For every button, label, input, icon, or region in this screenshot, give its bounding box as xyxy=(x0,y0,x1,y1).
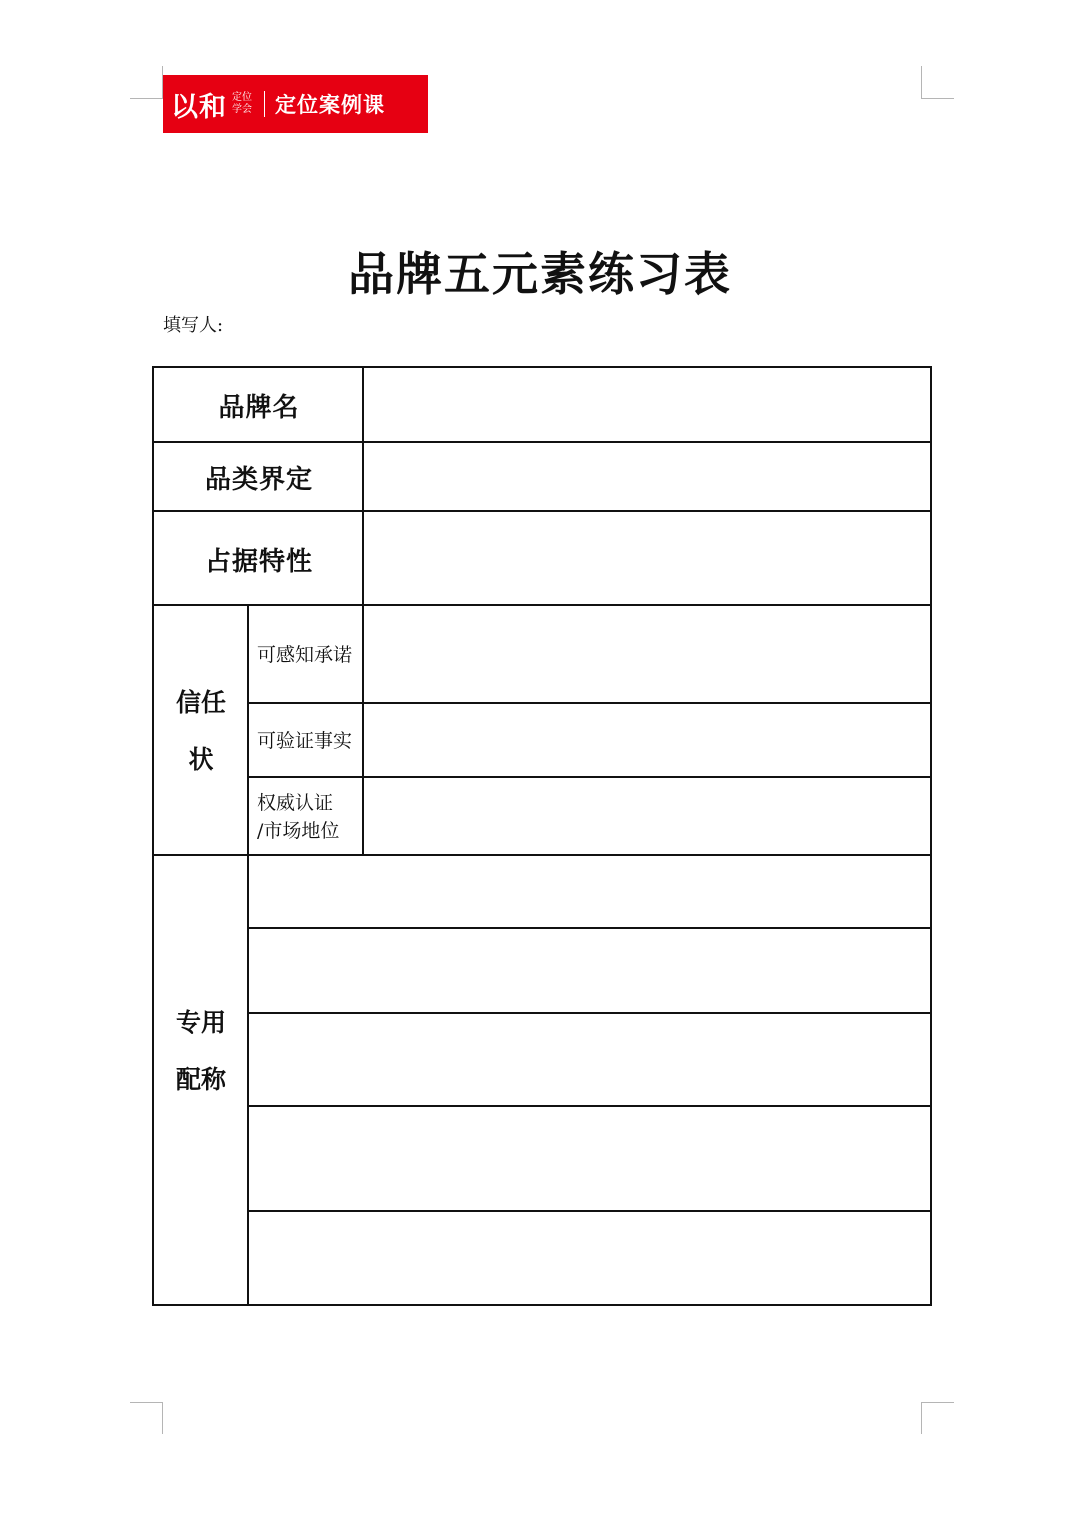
attribute-field[interactable] xyxy=(364,512,930,606)
logo-course-name: 定位案例课 xyxy=(275,93,385,117)
trust-label-line1: 信任 xyxy=(175,688,226,717)
logo-mark: 以和 xyxy=(171,91,227,123)
trust-item-verifiable-fact: 可验证事实 xyxy=(257,730,353,752)
page-title: 品牌五元素练习表 xyxy=(348,247,732,301)
grid-line xyxy=(247,1210,930,1212)
logo-subtitle xyxy=(232,92,252,116)
brand-name-label: 品牌名 xyxy=(218,392,300,423)
perceivable-promise-field[interactable] xyxy=(364,606,930,704)
brand-name-field[interactable] xyxy=(364,368,930,442)
crop-mark-top-right-v xyxy=(921,66,922,99)
category-field[interactable] xyxy=(364,442,930,512)
exclusive-match-field-1[interactable] xyxy=(248,856,930,929)
grid-line xyxy=(154,441,930,443)
crop-mark-bottom-left-v xyxy=(162,1402,163,1434)
crop-mark-top-right-h xyxy=(921,98,954,99)
grid-line xyxy=(154,510,930,512)
crop-mark-bottom-left-h xyxy=(130,1402,163,1403)
crop-mark-bottom-right-h xyxy=(921,1402,954,1403)
filler-label: 填写人: xyxy=(163,315,224,336)
exclusive-match-field-2[interactable] xyxy=(248,929,930,1014)
grid-line xyxy=(247,927,930,929)
grid-line xyxy=(247,1012,930,1014)
trust-label-line2: 状 xyxy=(188,745,214,774)
logo-divider xyxy=(264,91,265,117)
exclusive-label-line2: 配称 xyxy=(175,1065,226,1094)
logo-subtitle-top: 定位 xyxy=(232,92,252,103)
grid-line xyxy=(154,604,930,606)
grid-line xyxy=(247,776,930,778)
grid-line xyxy=(154,854,930,856)
crop-mark-bottom-right-v xyxy=(921,1402,922,1434)
trust-label xyxy=(154,606,248,856)
exclusive-match-label xyxy=(154,856,248,1306)
trust-item-authority-market: 权威认证 /市场地位 xyxy=(257,792,340,842)
trust-item-perceivable-promise: 可感知承诺 xyxy=(257,644,353,666)
brand-elements-form xyxy=(152,366,932,1306)
brand-logo-banner xyxy=(163,75,428,133)
grid-line xyxy=(247,702,930,704)
exclusive-match-field-3[interactable] xyxy=(248,1014,930,1107)
exclusive-label-line1: 专用 xyxy=(175,1008,226,1037)
grid-line xyxy=(247,1105,930,1107)
attribute-label: 占据特性 xyxy=(204,546,313,577)
exclusive-match-field-4[interactable] xyxy=(248,1107,930,1212)
authority-market-field[interactable] xyxy=(364,778,930,856)
logo-subtitle-bottom: 学会 xyxy=(232,104,252,115)
crop-mark-top-left-h xyxy=(130,98,163,99)
category-label: 品类界定 xyxy=(204,464,313,495)
verifiable-fact-field[interactable] xyxy=(364,704,930,778)
exclusive-match-field-5[interactable] xyxy=(248,1212,930,1304)
grid-line xyxy=(247,606,249,1306)
